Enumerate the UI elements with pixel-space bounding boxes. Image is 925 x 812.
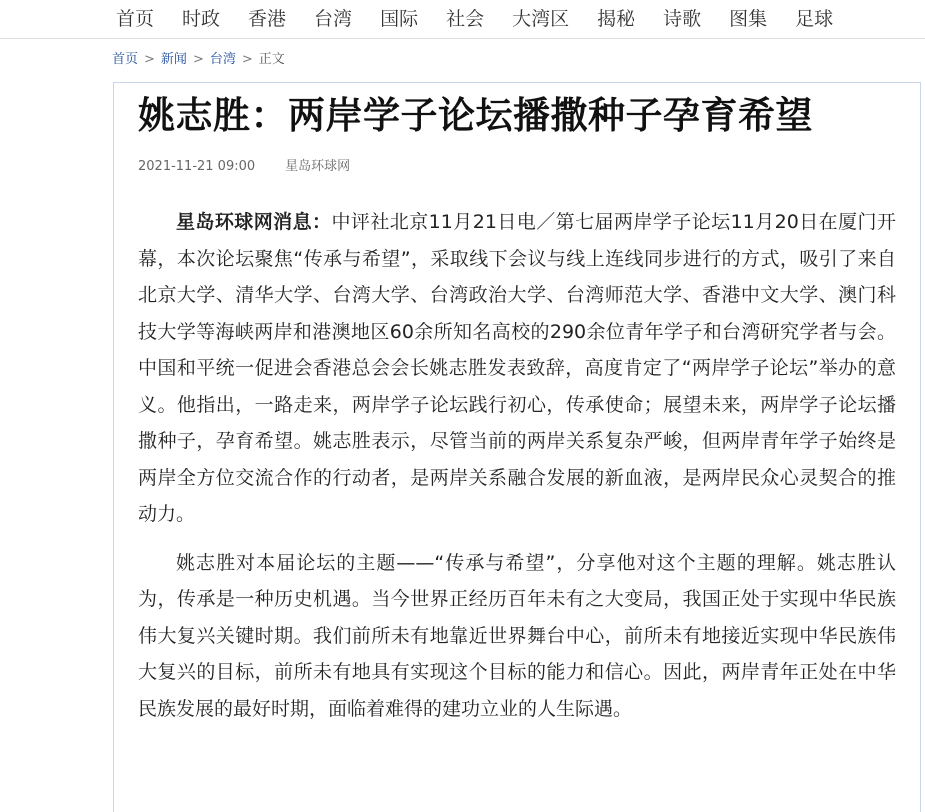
nav-item-poetry[interactable]: 诗歌 bbox=[663, 8, 702, 30]
nav-item-international[interactable]: 国际 bbox=[380, 8, 419, 30]
nav-item-gallery[interactable]: 图集 bbox=[729, 8, 768, 30]
nav-menu bbox=[116, 8, 861, 30]
nav-item-society[interactable]: 社会 bbox=[446, 8, 485, 30]
article-paragraph bbox=[138, 204, 896, 533]
article-datetime: 2021-11-21 09:00 bbox=[138, 159, 256, 174]
nav-item-exposes[interactable]: 揭秘 bbox=[597, 8, 636, 30]
article-title: 姚志胜：两岸学子论坛播撒种子孕育希望 bbox=[138, 94, 813, 137]
article-body bbox=[138, 204, 896, 739]
top-navigation bbox=[0, 0, 925, 39]
nav-item-football[interactable]: 足球 bbox=[795, 8, 834, 30]
breadcrumb bbox=[112, 51, 285, 69]
nav-item-home[interactable]: 首页 bbox=[116, 8, 155, 30]
paragraph-text: 中评社北京11月21日电／第七届两岸学子论坛11月20日在厦门开幕，本次论坛聚焦“传承与希望”，采取线下会议与线上连线同步进行的方式，吸引了来自北京大学、清华大学、台湾大学、台湾政治大学、台湾师范大学、香港中文大学、澳门科技大学等海峡两岸和港澳地区60余所知名高校的290余位青年学子和台湾研究学者与会。中国和平统一促进会香港总会会长姚志胜发表致辞，高度肯定了“两岸学子论坛”举办的意义。他指出，一路走来，两岸学子论坛践行初心，传承使命；展望未来，两岸学子论坛播撒种子，孕育希望。姚志胜表示，尽管当前的两岸关系复杂严峻，但两岸青年学子始终是两岸全方位交流合作的行动者，是两岸关系融合发展的新血液，是两岸民众心灵契合的推动力。 bbox=[138, 211, 896, 525]
nav-item-hongkong[interactable]: 香港 bbox=[248, 8, 287, 30]
breadcrumb-home-link[interactable]: 首页 bbox=[112, 52, 139, 67]
nav-item-taiwan[interactable]: 台湾 bbox=[314, 8, 353, 30]
nav-item-greater-bay-area[interactable]: 大湾区 bbox=[512, 8, 570, 30]
article-lead: 星岛环球网消息： bbox=[176, 211, 332, 233]
article-container bbox=[113, 82, 921, 812]
breadcrumb-separator: > bbox=[144, 52, 155, 67]
breadcrumb-separator: > bbox=[241, 52, 253, 67]
breadcrumb-current: 正文 bbox=[258, 52, 285, 67]
article-meta bbox=[138, 155, 350, 174]
breadcrumb-news-link[interactable]: 新闻 bbox=[160, 52, 187, 67]
breadcrumb-separator: > bbox=[192, 52, 204, 67]
nav-item-politics[interactable]: 时政 bbox=[182, 8, 221, 30]
breadcrumb-taiwan-link[interactable]: 台湾 bbox=[209, 52, 236, 67]
article-source: 星岛环球网 bbox=[285, 159, 351, 174]
article-paragraph: 姚志胜对本届论坛的主题——“传承与希望”，分享他对这个主题的理解。姚志胜认为，传承是一种历史机遇。当今世界正经历百年未有之大变局，我国正处于实现中华民族伟大复兴关键时期。我们前所未有地靠近世界舞台中心，前所未有地接近实现中华民族伟大复兴的目标，前所未有地具有实现这个目标的能力和信心。因此，两岸青年正处在中华民族发展的最好时期，面临着难得的建功立业的人生际遇。 bbox=[138, 551, 896, 720]
